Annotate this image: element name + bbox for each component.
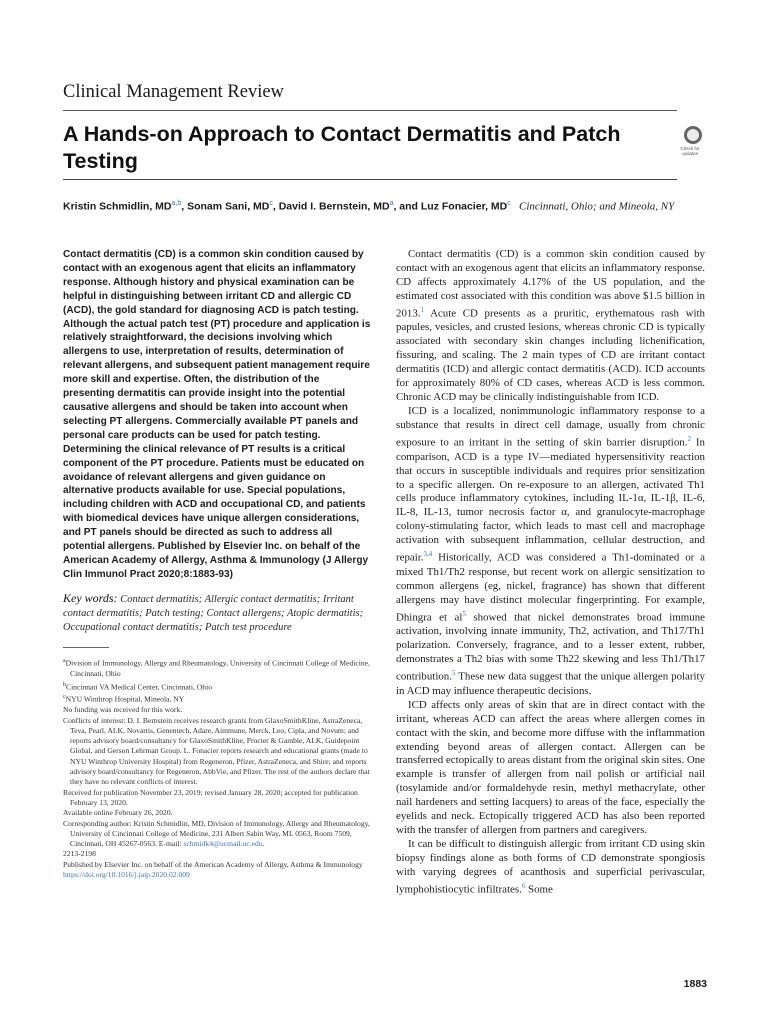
page-number: 1883 [683, 978, 707, 990]
correspondence-end: . [262, 839, 265, 849]
affiliation-text: NYU Winthrop Hospital, Mineola, NY [65, 694, 185, 704]
reference-link[interactable]: 2 [687, 435, 691, 444]
check-for-updates-icon [684, 126, 702, 144]
left-column [63, 248, 372, 880]
body-paragraph: ICD affects only areas of skin that are in direct contact with the irritant, whereas ACD can affect the areas where allergen comes in contact with the skin, and become more diffuse with the inflammation extending beyond areas of allergen contact. Allergen can be transferred ectopically to areas distant from the original skin sites. One example is transfer of allergen from nail polish or artificial nail (tosylamide and/or formaldehyde resin, methyl methacrylate, other nail hardeners and setting lacquers) to areas of the face, especially the eyelids and neck. Ectopically triggered ACD has also been reported with the transfer of allergen from partners and caregivers. [396, 698, 705, 837]
body-text: Contact dermatitis (CD) is a common skin condition caused by contact with an exogenous agent that elicits an inflammatory response. CD affects approximately 4.17% of the US population, and the estimated cost associated with this condition was above $1.5 billion in 2013. [396, 248, 705, 320]
body-text: Acute CD presents as a pruritic, erythematous rash with papules, vesicles, and crusted lesions, whereas chronic CD is typically associated with secondary skin changes including lichenification, fissuring, and scaling. The 2 main types of CD are irritant contact dermatitis (ICD) and allergic contact dermatitis (ACD). ICD accounts for approximately 80% of CD cases, whereas ACD is less common. Chronic ACD may be clinically indistinguishable from ICD. [396, 307, 705, 404]
author-affiliation-link[interactable]: c [269, 200, 273, 207]
affiliation-marker: a [63, 658, 66, 665]
reference-link[interactable]: 5 [462, 609, 466, 618]
publisher-footnote: Published by Elsevier Inc. on behalf of the American Academy of Allergy, Asthma & Immunology [63, 859, 363, 869]
reference-link[interactable]: 6 [521, 882, 526, 891]
affiliation-footnote [63, 692, 372, 705]
funding-footnote: No funding was received for this work. [63, 705, 183, 715]
reference-link[interactable]: 1 [420, 305, 425, 314]
reference-link[interactable]: 3,4 [423, 550, 433, 559]
body-text: In comparison, ACD is a type IV—mediated hypersensitivity reaction that occurs in susceptible individuals and requires prior sensitization to a specific allergen. On re-exposure to an allergen, activated Th1 cells produce inflammatory cytokines, including IL-1α, IL-1β, IL-6, IL-8, IL-13, tumor necrosis factor α, and granulocyte-macrophage colony-stimulating factor, which leads to mast cell and macrophage activation with subsequent inflammation, cellular destruction, and repair. [396, 436, 705, 564]
email-link[interactable]: schmidk4@ucmail.uc.edu [183, 839, 263, 849]
body-paragraph [396, 248, 705, 405]
affiliation-footnote [63, 680, 372, 693]
correspondence-footnote [63, 819, 372, 850]
author-affiliation-link[interactable]: a,b [171, 200, 182, 207]
header-rule [63, 110, 677, 111]
received-footnote: Received for publication November 23, 2019; revised January 28, 2020; accepted for publication February 13, 2020. [63, 787, 358, 807]
author-name: Kristin Schmidlin, MD [63, 200, 172, 213]
body-text: Some [525, 883, 553, 896]
affiliation-text: Division of Immunology, Allergy and Rheumatology, University of Cincinnati College of Medicine, Cincinnati, Ohio [65, 659, 370, 679]
body-text: It can be difficult to distinguish allergic from irritant CD using skin biopsy findings alone as both forms of CD demonstrate spongiosis with varying degrees of acanthosis and superficial perivascular, lymphohistiocytic infiltrates. [396, 838, 705, 896]
body-paragraph [396, 838, 705, 897]
reference-link[interactable]: 5 [451, 669, 456, 678]
affiliation-footnote [63, 656, 372, 679]
abstract: Contact dermatitis (CD) is a common skin condition caused by contact with an exogenous agent that elicits an inflammatory response. Although history and physical examination can be helpful in distinguishing between irritant CD and allergic CD (ACD), the gold standard for diagnosing ACD is patch testing. Although the actual patch test (PT) procedure and application is relatively straightforward, the decisions involving which allergens to use, interpretation of results, determination of relevant allergens, and subsequent patient management require more skill and expertise. Often, the distribution of the presenting dermatitis can provide insight into the potential causative allergens and should be taken into account when selecting PT allergens. Commercially available PT panels and personal care products can be used for patch testing. Determining the clinical relevance of PT results is a critical component of the PT procedure. Patients must be educated on avoidance of relevant allergens and given guidance on alternative products available for use. Special populations, including children with ACD and occupational CD, and patients with biomedical devices have unique allergen considerations, and PT panels should be directed as such to address all potential allergens. Published by Elsevier Inc. on behalf of the American Academy of Allergy, Asthma & Immunology (J Allergy Clin Immunol Pract 2020;8:1883-93) [63, 249, 371, 580]
body-paragraph [396, 405, 705, 699]
footnote-rule [63, 647, 109, 648]
check-for-updates-badge[interactable] [673, 124, 707, 158]
affiliation-marker: c [63, 694, 66, 701]
author-affiliation-link[interactable]: c [507, 200, 511, 207]
author-name: David I. Bernstein, MD [278, 200, 390, 213]
section-title: Clinical Management Review [63, 82, 284, 102]
author-name: Luz Fonacier, MD [420, 200, 508, 213]
author-separator: , [181, 200, 188, 213]
body-text: These new data suggest that the unique allergen polarity in ACD may influence therapeutic decisions. [396, 670, 705, 697]
conflicts-footnote: Conflicts of interest: D. I. Bernstein receives research grants from GlaxoSmithKline, AstraZeneca, Teva, Pearl, ALK, Novartis, Genentech, Adare, Aimmune, Merck, Leo, Cipla, and Novum; and reports advisory board/consultancy for GlaxoSmithKline, Procter & Gamble, ALK, Guidepoint Global, and Gerson Lehrman Group. L. Fonacier reports research and educational grants (made to NYU Winthrop University Hospital) from Regeneron, Pfizer, AstraZeneca, and Shire; and reports advisory board/consultancy for Regeneron, AbbVie, and Pfizer. The rest of the authors declare that they have no relevant conflicts of interest. [63, 715, 370, 787]
correspondence-text: Corresponding author: Kristin Schmidlin, MD, Division of Immunology, Allergy and Rheumatology, University of Cincinnati College of Medicine, 231 Albert Sabin Way, ML 0563, Room 7509, Cincinnati, OH 45267-0563. E-mail: [63, 818, 370, 849]
author-affiliation-link[interactable]: a [389, 200, 394, 207]
author-separator: , [272, 200, 279, 213]
keywords [63, 592, 372, 635]
online-footnote: Available online February 26, 2020. [63, 808, 173, 818]
affiliation-marker: b [63, 681, 66, 688]
doi-link[interactable]: https://doi.org/10.1016/j.jaip.2020.02.009 [63, 870, 190, 879]
body-text: showed that nickel demonstrates broad immune activation, involving innate immunity, Th2, activation, and Th17/Th1 polarization. Conversely, fragrance, and to a lesser extent, rubber, demonstrates a Th2 bias with some Th22 skewing and less Th1/Th17 contribution. [396, 611, 705, 683]
body-text: Historically, ACD was considered a Th1-dominated or a mixed Th1/Th2 response, but recent work on allergic sensitization to common allergens (eg, nickel, fragrance) has shown that different allergens may have distinct molecular fingerprinting. For example, Dhingra et al [396, 551, 705, 624]
body-text: ICD is a localized, nonimmunologic inflammatory response to a substance that results in direct cell damage, usually from chronic exposure to an irritant in the setting of skin barrier disruption. [396, 405, 705, 449]
author-location: Cincinnati, Ohio; and Mineola, NY [518, 200, 675, 213]
check-for-updates-label: Check for updates [680, 146, 700, 156]
author-name: Sonam Sani, MD [187, 200, 270, 213]
right-column [396, 248, 705, 898]
keywords-label: Key words: [63, 590, 118, 605]
author-separator: , and [393, 200, 421, 213]
title-rule [63, 179, 677, 180]
affiliation-text: Cincinnati VA Medical Center, Cincinnati, Ohio [66, 682, 212, 692]
article-title: A Hands-on Approach to Contact Dermatitis and Patch Testing [63, 122, 621, 173]
author-list [63, 195, 683, 216]
keywords-text: Contact dermatitis; Allergic contact dermatitis; Irritant contact dermatitis; Patch testing; Contact allergens; Atopic dermatitis; Occupational contact dermatitis; Patch test procedure [63, 593, 364, 633]
issn-footnote: 2213-2198 [63, 849, 96, 859]
